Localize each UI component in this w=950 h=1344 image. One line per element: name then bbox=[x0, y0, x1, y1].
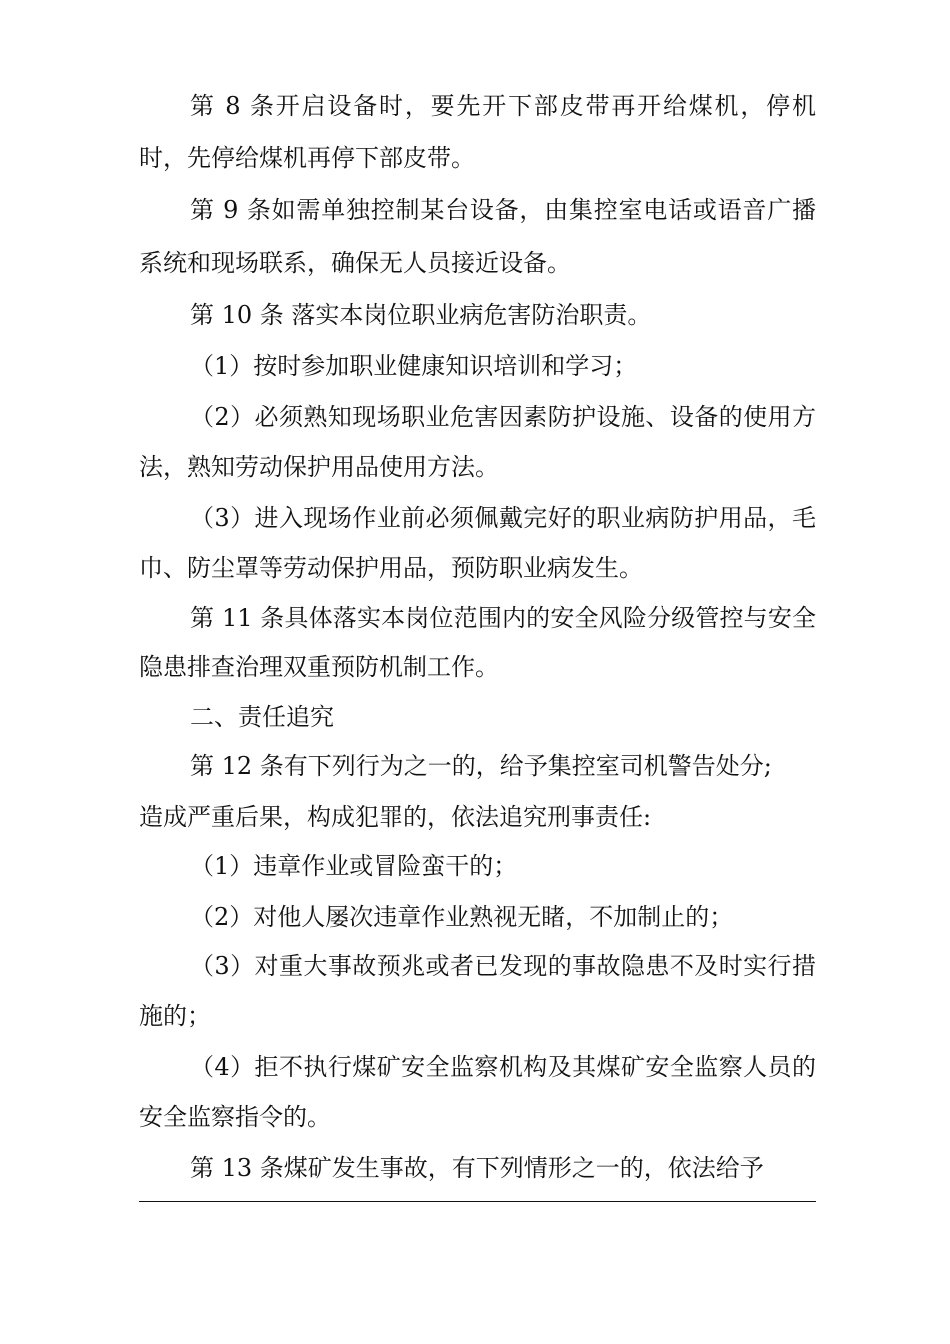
text-line: 第 8 条开启设备时，要先开下部皮带再开给煤机，停机 bbox=[190, 92, 816, 120]
text-line: （1）按时参加职业健康知识培训和学习； bbox=[190, 352, 638, 380]
text-line: 巾、防尘罩等劳动保护用品，预防职业病发生。 bbox=[139, 554, 643, 582]
text-line: 造成严重后果，构成犯罪的，依法追究刑事责任: bbox=[139, 803, 652, 831]
text-line: 第 11 条具体落实本岗位范围内的安全风险分级管控与安全 bbox=[190, 604, 816, 632]
text-line: 法，熟知劳动保护用品使用方法。 bbox=[139, 453, 499, 481]
text-line: 时，先停给煤机再停下部皮带。 bbox=[139, 144, 475, 172]
text-line: 隐患排查治理双重预防机制工作。 bbox=[139, 653, 499, 681]
text-line: （2）必须熟知现场职业危害因素防护设施、设备的使用方 bbox=[190, 403, 816, 431]
section-heading: 二、责任追究 bbox=[190, 703, 334, 731]
text-line: 第 10 条 落实本岗位职业病危害防治职责。 bbox=[190, 301, 652, 329]
text-line: 第 12 条有下列行为之一的，给予集控室司机警告处分; bbox=[190, 752, 772, 780]
text-line: 施的； bbox=[139, 1002, 211, 1030]
text-line: 安全监察指令的。 bbox=[139, 1103, 331, 1131]
text-line: （4）拒不执行煤矿安全监察机构及其煤矿安全监察人员的 bbox=[190, 1053, 816, 1081]
text-line: （3）进入现场作业前必须佩戴完好的职业病防护用品，毛 bbox=[190, 504, 816, 532]
text-line: 第 13 条煤矿发生事故，有下列情形之一的，依法给予 bbox=[190, 1154, 764, 1182]
text-line: （3）对重大事故预兆或者已发现的事故隐患不及时实行措 bbox=[190, 952, 816, 980]
text-line: 系统和现场联系，确保无人员接近设备。 bbox=[139, 249, 571, 277]
footer-divider bbox=[139, 1201, 816, 1202]
text-line: （2）对他人屡次违章作业熟视无睹，不加制止的； bbox=[190, 903, 734, 931]
text-line: 第 9 条如需单独控制某台设备，由集控室电话或语音广播 bbox=[190, 196, 816, 224]
text-line: （1）违章作业或冒险蛮干的； bbox=[190, 852, 518, 880]
